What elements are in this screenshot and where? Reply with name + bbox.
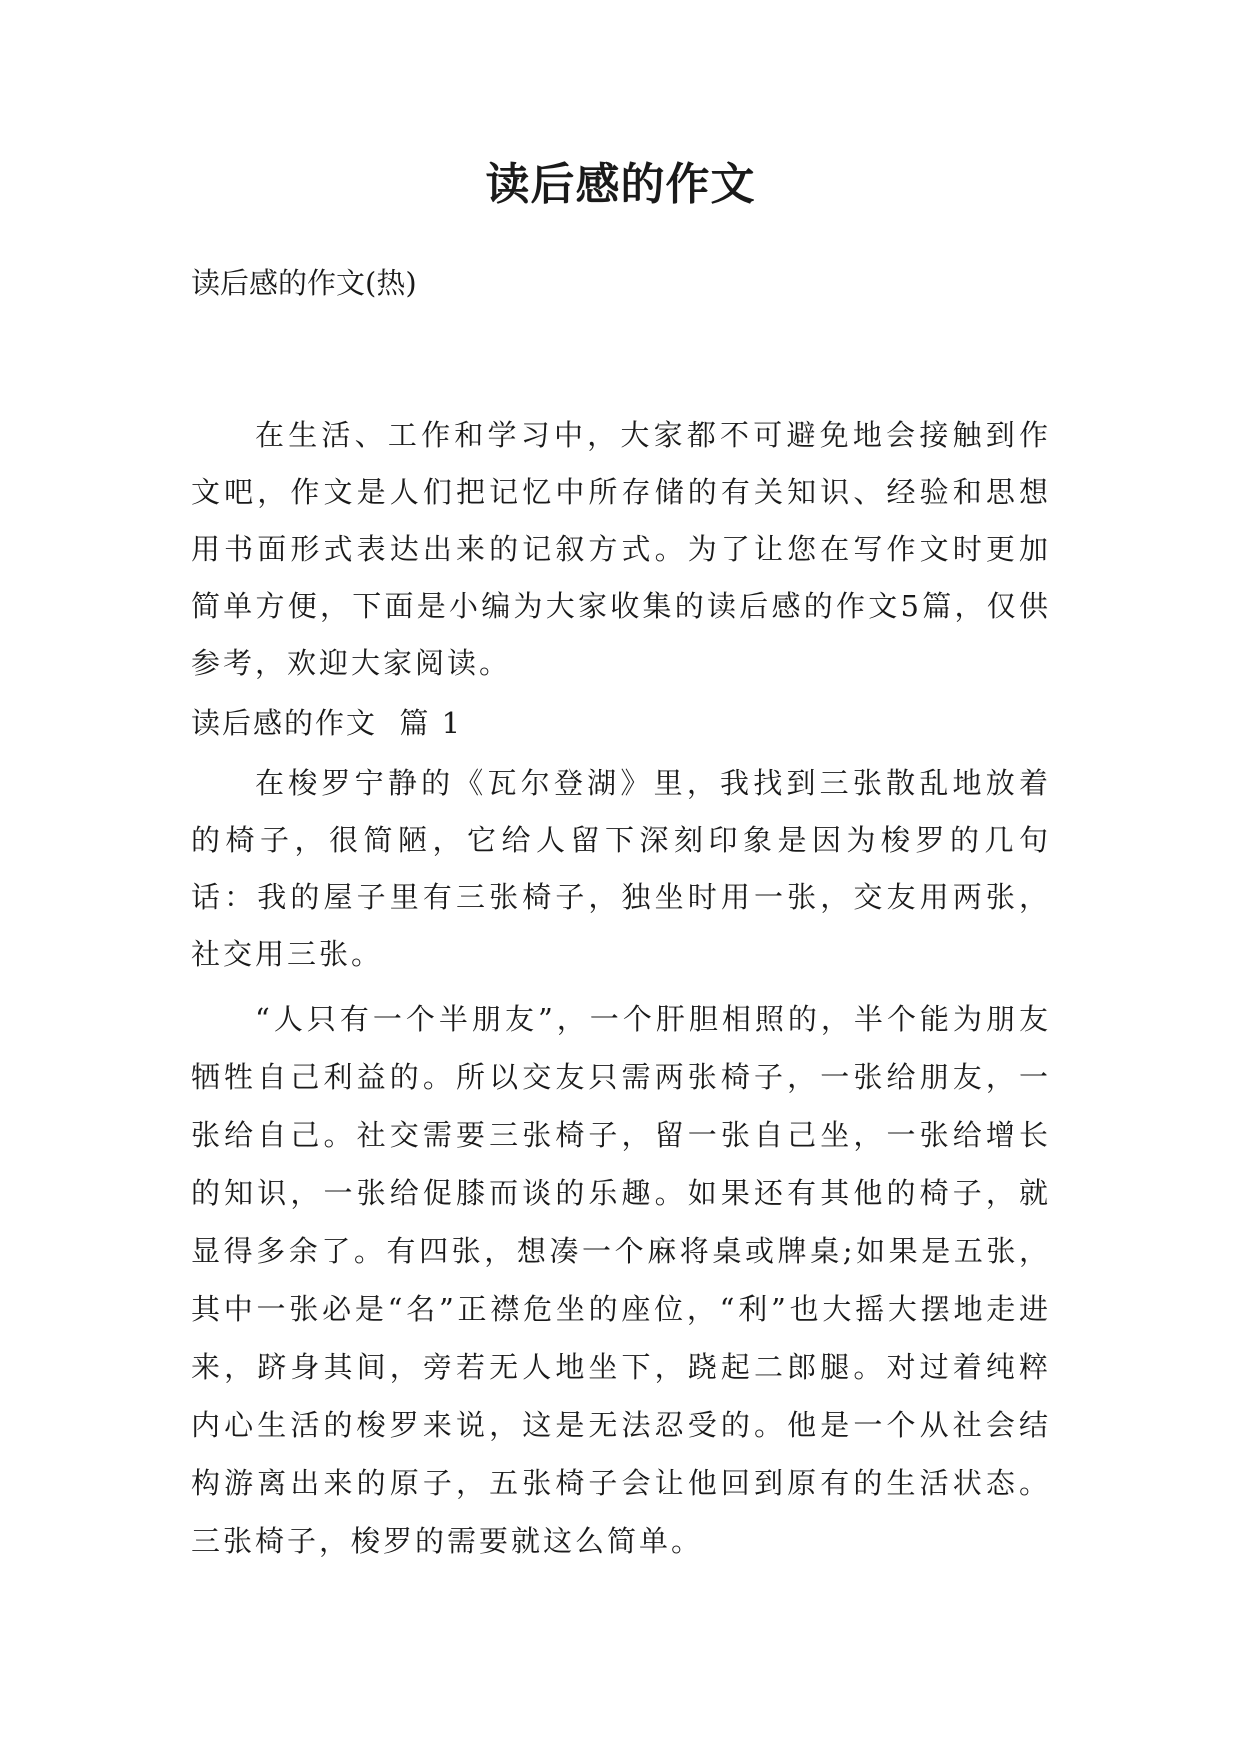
section-heading: 读后感的作文 篇 1 (191, 706, 463, 740)
body-paragraph: “人只有一个半朋友”，一个肝胆相照的，半个能为朋友牺牲自己利益的。所以交友只需两张椅子，一张给朋友，一张给自己。社交需要三张椅子，留一张自己坐，一张给增长的知识，一张给促膝而谈的乐趣。如果还有其他的椅子，就显得多余了。有四张，想凑一个麻将桌或牌桌;如果是五张，其中一张必是“名”正襟危坐的座位，“利”也大摇大摆地走进来，跻身其间，旁若无人地坐下，跷起二郎腿。对过着纯粹内心生活的梭罗来说，这是无法忍受的。他是一个从社会结构游离出来的原子，五张椅子会让他回到原有的生活状态。三张椅子，梭罗的需要就这么简单。 (191, 1002, 1051, 1558)
paragraph-block-2 (191, 990, 1051, 1570)
document-subtitle: 读后感的作文(热) (191, 266, 417, 300)
document-title: 读后感的作文 (485, 159, 756, 210)
body-paragraph: 在梭罗宁静的《瓦尔登湖》里，我找到三张散乱地放着的椅子，很简陋，它给人留下深刻印象是因为梭罗的几句话：我的屋子里有三张椅子，独坐时用一张，交友用两张，社交用三张。 (191, 766, 1051, 971)
intro-paragraph: 在生活、工作和学习中，大家都不可避免地会接触到作文吧，作文是人们把记忆中所存储的有关知识、经验和思想用书面形式表达出来的记叙方式。为了让您在写作文时更加简单方便，下面是小编为大家收集的读后感的作文5篇，仅供参考，欢迎大家阅读。 (191, 418, 1051, 680)
intro-block (191, 407, 1051, 692)
paragraph-block-1 (191, 755, 1051, 983)
